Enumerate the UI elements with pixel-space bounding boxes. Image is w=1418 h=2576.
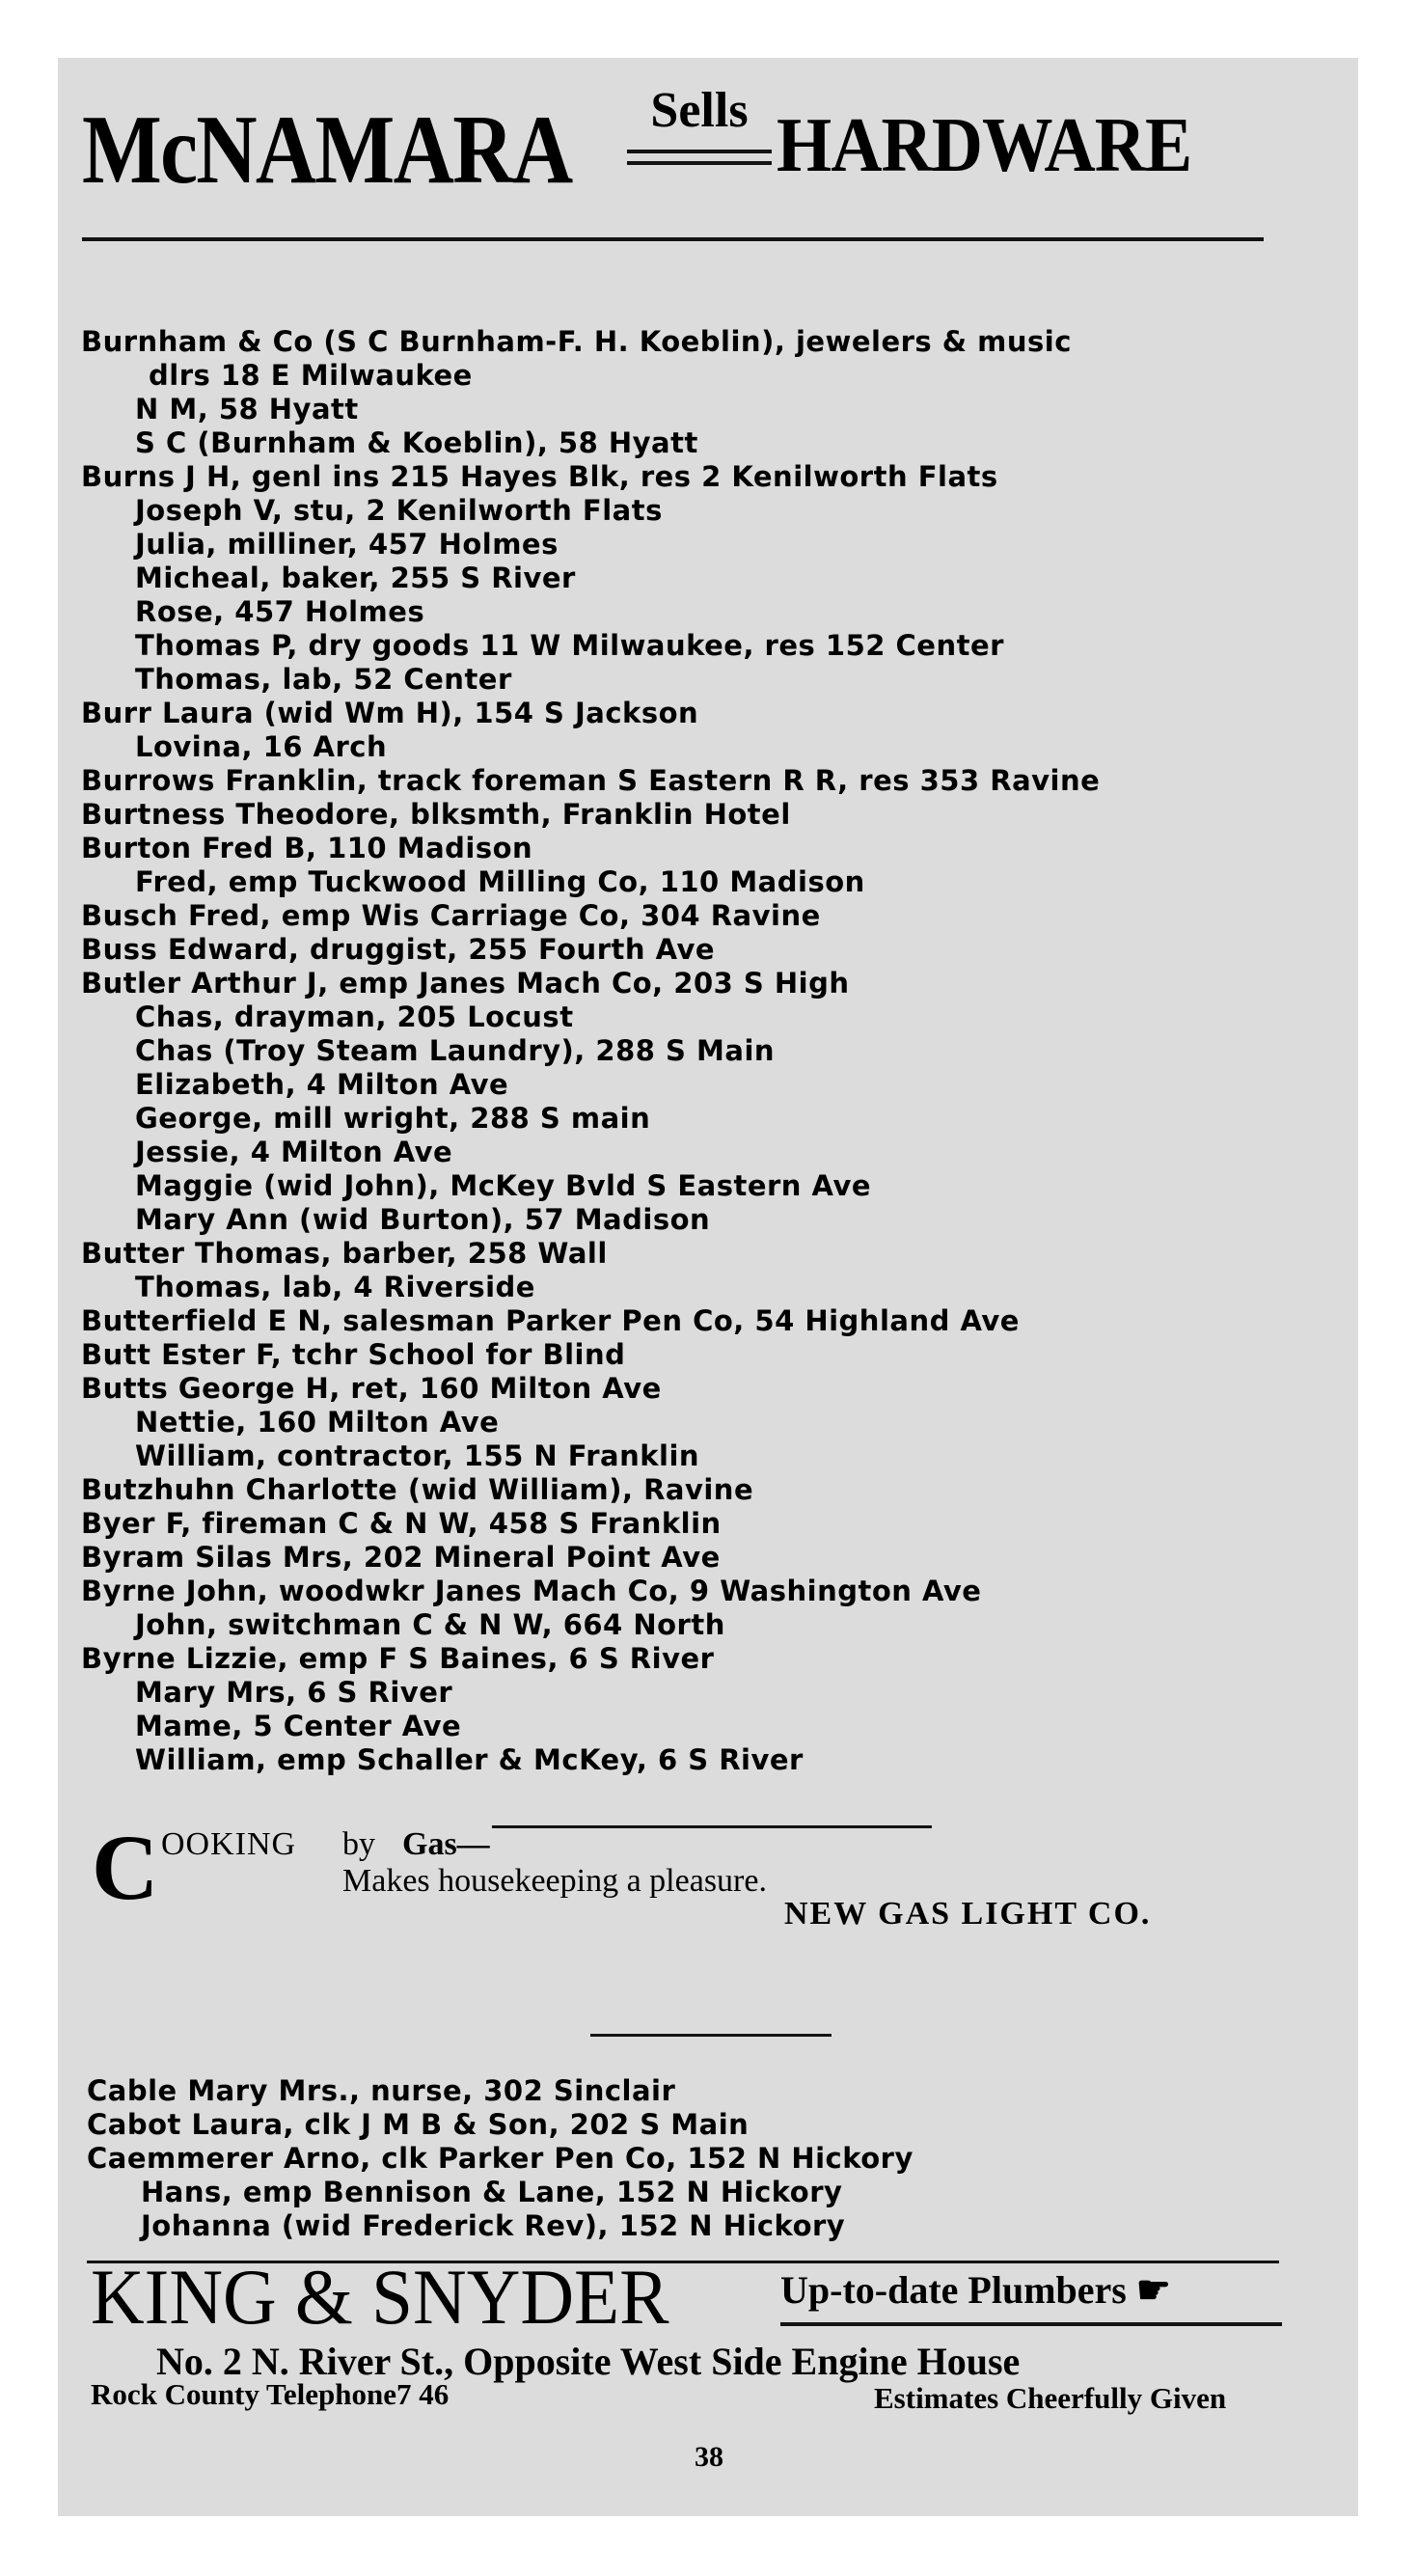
directory-entry: Thomas, lab, 4 Riverside [135,1271,535,1303]
directory-entry: Jessie, 4 Milton Ave [135,1136,453,1168]
directory-entry: Burns J H, genl ins 215 Hayes Blk, res 2 Kenilworth Flats [81,460,998,493]
ad-company: NEW GAS LIGHT CO. [784,1896,1152,1932]
directory-entry: dlrs 18 E Milwaukee [149,359,473,392]
ad-name-mcnamara: McNAMARA [82,96,572,205]
directory-entry: Burrows Franklin, track foreman S Eastern R R, res 353 Ravine [81,764,1101,797]
mcnamara-hardware-ad [82,72,1264,256]
directory-entry: S C (Burnham & Koeblin), 58 Hyatt [135,426,698,459]
directory-entry: Thomas, lab, 52 Center [135,663,512,696]
directory-entry: Burton Fred B, 110 Madison [81,832,533,864]
directory-entry: Mary Ann (wid Burton), 57 Madison [135,1203,711,1236]
directory-entry: Elizabeth, 4 Milton Ave [135,1068,509,1101]
directory-entry: George, mill wright, 288 S main [135,1102,651,1135]
directory-entry: Cable Mary Mrs., nurse, 302 Sinclair [87,2074,676,2107]
king-snyder-ad [91,2253,1282,2510]
directory-entry: Micheal, baker, 255 S River [135,562,576,594]
directory-entry: Cabot Laura, clk J M B & Son, 202 S Main [87,2108,750,2141]
gas-light-ad [92,1817,1297,1942]
directory-entry: Lovina, 16 Arch [135,730,388,763]
directory-entry: Buss Edward, druggist, 255 Fourth Ave [81,933,716,966]
directory-entry: William, contractor, 155 N Franklin [135,1439,700,1472]
directory-entry: Mame, 5 Center Ave [135,1710,462,1742]
ad-slogan: Makes housekeeping a pleasure. [342,1863,767,1899]
page-number: 38 [695,2441,723,2473]
directory-entry: Butts George H, ret, 160 Milton Ave [81,1372,662,1405]
sells-underline [627,150,772,173]
ad-name-king-snyder: KING & SNYDER [91,2253,669,2341]
ad-initial-letter: C [92,1816,159,1919]
directory-entry: William, emp Schaller & McKey, 6 S River [135,1743,804,1776]
directory-entry: Chas, drayman, 205 Locust [135,1000,574,1033]
ad-word-cooking: OOKING [161,1826,297,1862]
directory-entry: Burnham & Co (S C Burnham-F. H. Koeblin), jewelers & music [81,325,1072,358]
directory-entry: Nettie, 160 Milton Ave [135,1406,500,1439]
ad-word-sells: Sells [650,83,749,138]
directory-listing-c [87,2074,1302,2243]
directory-entry: Butt Ester F, tchr School for Blind [81,1338,626,1371]
directory-entry: Burtness Theodore, blksmth, Franklin Hotel [81,798,791,831]
directory-entry: Mary Mrs, 6 S River [135,1676,453,1709]
ad-estimates: Estimates Cheerfully Given [874,2381,1227,2415]
directory-entry: John, switchman C & N W, 664 North [135,1608,725,1641]
directory-entry: Byrne John, woodwkr Janes Mach Co, 9 Washington Ave [81,1575,982,1607]
directory-entry: Julia, milliner, 457 Holmes [135,528,559,561]
tagline-text: Up-to-date Plumbers [780,2268,1127,2312]
pointing-hand-icon: ☛ [1135,2268,1171,2312]
directory-entry: Byram Silas Mrs, 202 Mineral Point Ave [81,1541,721,1574]
directory-entry: Maggie (wid John), McKey Bvld S Eastern Ave [135,1169,872,1202]
directory-entry: Butzhuhn Charlotte (wid William), Ravine [81,1473,754,1506]
directory-entry: Busch Fred, emp Wis Carriage Co, 304 Ravine [81,899,821,932]
directory-entry: Hans, emp Bennison & Lane, 152 N Hickory [141,2176,843,2208]
directory-entry: Byrne Lizzie, emp F S Baines, 6 S River [81,1642,715,1675]
ad-telephone: Rock County Telephone7 46 [91,2377,450,2411]
ad-word-hardware: HARDWARE [777,103,1192,188]
directory-entry: Fred, emp Tuckwood Milling Co, 110 Madison [135,865,865,898]
ad-tagline [780,2267,1171,2313]
directory-entry: Rose, 457 Holmes [135,595,425,628]
directory-entry: Byer F, fireman C & N W, 458 S Franklin [81,1507,722,1540]
directory-entry: Butler Arthur J, emp Janes Mach Co, 203 S High [81,967,850,1000]
ad-word-gas: Gas— [402,1826,490,1862]
header-rule [82,237,1264,241]
directory-entry: Butterfield E N, salesman Parker Pen Co, 54 Highland Ave [81,1304,1020,1337]
tagline-rule [780,2322,1282,2326]
directory-entry: Chas (Troy Steam Laundry), 288 S Main [135,1034,776,1067]
directory-entry: Joseph V, stu, 2 Kenilworth Flats [135,494,663,527]
directory-entry: N M, 58 Hyatt [135,393,359,425]
directory-listing-b [81,325,1296,1777]
directory-entry: Thomas P, dry goods 11 W Milwaukee, res 152 Center [135,629,1004,662]
directory-entry: Caemmerer Arno, clk Parker Pen Co, 152 N Hickory [87,2142,914,2175]
ad-word-by: by [342,1826,375,1862]
section-divider [590,2034,832,2037]
ad-address: No. 2 N. River St., Opposite West Side Engine House [156,2340,1021,2383]
directory-entry: Johanna (wid Frederick Rev), 152 N Hickory [141,2209,846,2242]
directory-entry: Burr Laura (wid Wm H), 154 S Jackson [81,697,699,729]
directory-entry: Butter Thomas, barber, 258 Wall [81,1237,608,1270]
